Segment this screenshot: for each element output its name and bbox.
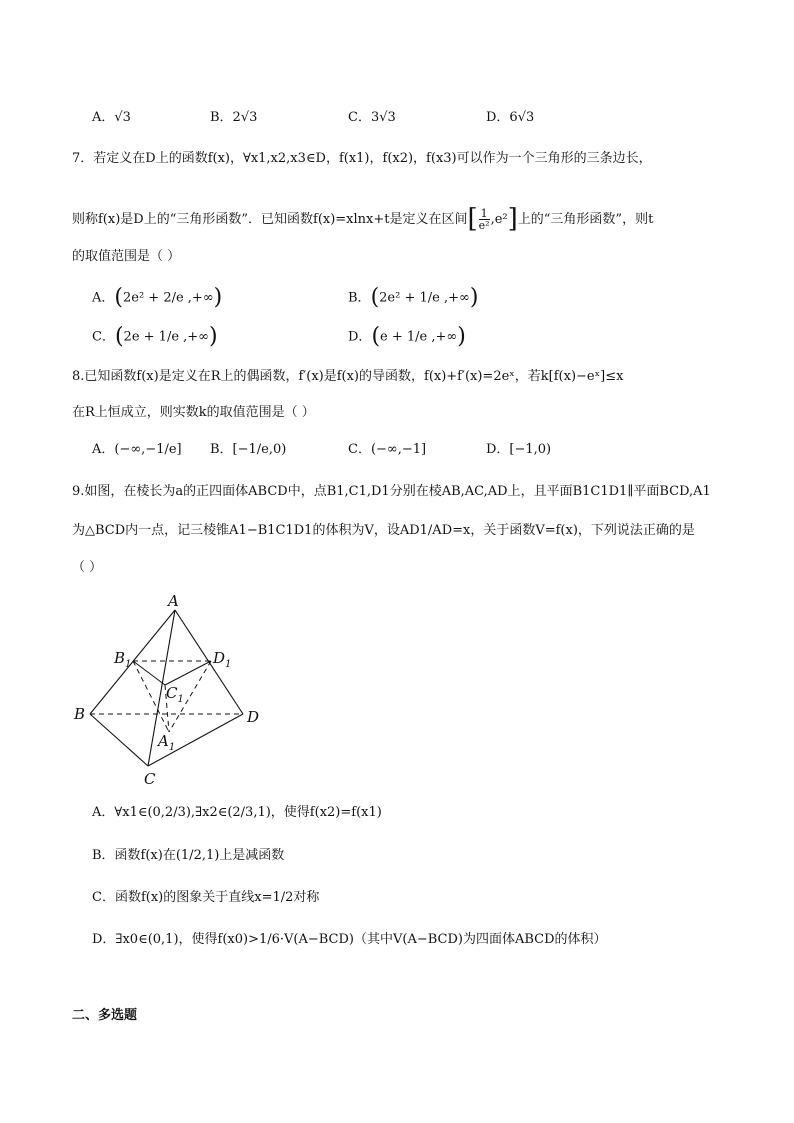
q9-option-d: D．∃x0∈(0,1)，使得f(x0)>1/6·V(A−BCD)（其中V(A−BCD)为四面体ABCD的体积） (92, 932, 607, 947)
q7-option-d: D．(e + 1/e ,+∞) (348, 324, 466, 349)
q7-interval-frac: $\frac{1}{\text{e²}}$ (478, 206, 490, 233)
tetrahedron-figure (70, 588, 280, 788)
q7-line2-pre: 则称f(x)是D上的“三角形函数”．已知函数f(x)=xlnx+t是定义在区间 (72, 212, 468, 228)
label-c: C (144, 770, 156, 788)
q7-option-b: B．(2e² + 1/e ,+∞) (348, 285, 479, 310)
q6-option-b: B．2√3 (210, 110, 258, 125)
label-a1: $A_1$ (158, 732, 176, 753)
q7-option-a: A．(2e² + 2/e ,+∞) (92, 285, 223, 310)
q8-option-b: B．[−1/e,0) (210, 442, 287, 457)
label-b: B (74, 705, 86, 723)
q9-line3: （ ） (72, 560, 103, 575)
edge-bc (90, 714, 148, 766)
label-b1: $B_1$ (114, 649, 132, 670)
q6-option-d: D．6√3 (486, 110, 535, 125)
q9-option-a: A．∀x1∈(0,2/3),∃x2∈(2/3,1)，使得f(x2)=f(x1) (92, 805, 382, 820)
q8-option-a: A．(−∞,−1/e] (92, 442, 182, 457)
q9-option-c: C．函数f(x)的图象关于直线x=1/2对称 (92, 890, 320, 905)
label-a: A (168, 592, 179, 610)
q6-option-a: A．√3 (92, 110, 131, 125)
label-c1: $C_1$ (166, 684, 184, 705)
q7-line2-post: 上的“三角形函数”，则t (517, 212, 654, 228)
edge-b1c1 (133, 661, 165, 685)
label-d1: $D_1$ (213, 649, 232, 670)
edge-ab (90, 610, 175, 714)
q8-option-d: D．[−1,0) (486, 442, 552, 457)
q7-line3: 的取值范围是（ ） (72, 249, 181, 264)
label-d: D (247, 708, 260, 726)
q7-interval-right: ,e² (490, 212, 508, 228)
q7-line2: 则称f(x)是D上的“三角形函数”．已知函数f(x)=xlnx+t是定义在区间[ $\frac{1}{\text{e²}}$ ,e²]上的“三角形函数”，则t (72, 204, 654, 234)
q7-line1: 7．若定义在D上的函数f(x)，∀x1,x2,x3∈D，f(x1)，f(x2)，f(x3)可以作为一个三角形的三条边长， (72, 151, 652, 166)
section-heading-multiple-choice: 二、多选题 (72, 1008, 138, 1023)
q9-line2: 为△BCD内一点，记三棱锥A1−B1C1D1的体积为V，设AD1/AD=x，关于函数V=f(x)，下列说法正确的是 (72, 523, 695, 538)
q9-line1: 9.如图，在棱长为a的正四面体ABCD中，点B1,C1,D1分别在棱AB,AC,AD上，且平面B1C1D1∥平面BCD,A1 (72, 484, 711, 499)
q8-line1: 8.已知函数f(x)是定义在R上的偶函数，f′(x)是f(x)的导函数，f(x)+f′(x)=2eˣ，若k[f(x)−eˣ]≤x (72, 369, 624, 384)
q9-option-b: B．函数f(x)在(1/2,1)上是减函数 (92, 848, 285, 863)
q7-option-c: C．(2e + 1/e ,+∞) (92, 324, 218, 349)
q6-option-c: C．3√3 (348, 110, 396, 125)
edge-b1a1 (133, 661, 169, 732)
q8-line2: 在R上恒成立，则实数k的取值范围是（ ） (72, 405, 315, 420)
q8-option-c: C．(−∞,−1] (348, 442, 427, 457)
